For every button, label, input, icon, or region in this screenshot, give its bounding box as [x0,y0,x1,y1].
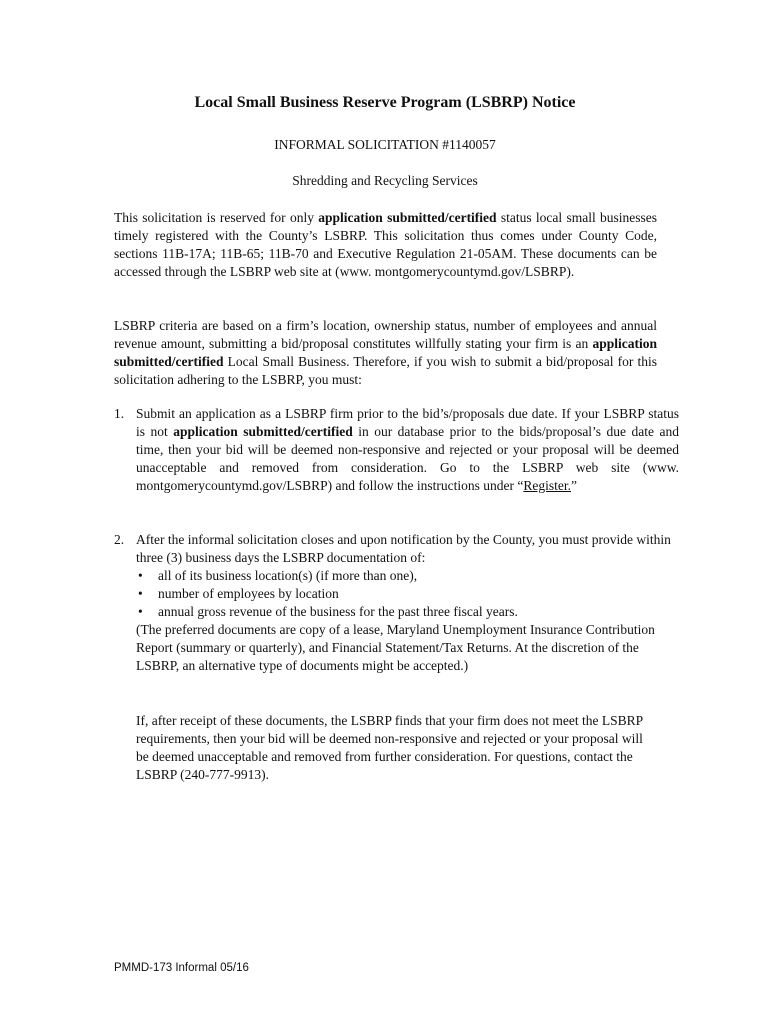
reserve-text-bold: application submitted/certified [318,210,497,225]
item1-text-a: Submit an application as a LSBRP firm prior to the bid’s/proposals due date. If your LSBRP status is not [136,406,679,439]
form-footer: PMMD-173 Informal 05/16 [114,962,249,974]
bullet-icon: • [138,604,143,619]
item1-text-c: in our database prior to the bids/proposal’s due date and time, then your bid will be deemed non-responsive and rejected or your proposal will be deemed unacceptable and removed from consideration. Go to the LSBRP web site (www. montgomerycountymd.gov/LSBRP) and follow the instructions under “ [136,424,679,493]
criteria-text-a: LSBRP criteria are based on a firm’s location, ownership status, number of employees and annual revenue amount, submitting a bid/proposal constitutes willfully stating your firm is an [114,318,657,351]
requirement-item-1 [114,405,679,495]
criteria-paragraph [114,317,657,389]
item-number: 2. [114,532,125,547]
bullet-icon: • [138,586,143,601]
reserve-text-a: This solicitation is reserved for only [114,210,319,225]
criteria-text-bold: application submitted/certified [114,336,657,369]
bullet-text: annual gross revenue of the business for the past three fiscal years. [158,604,518,619]
item1-text-bold: application submitted/certified [173,424,353,439]
criteria-text-c: Local Small Business. Therefore, if you wish to submit a bid/proposal for this solicitation adhering to the LSBRP, you must: [114,354,657,387]
list-item [136,585,679,603]
reserve-text-c: status local small businesses timely registered with the County’s LSBRP. This solicitation thus comes under County Code, sections 11B-17A; 11B-65; 11B-70 and Executive Regulation 21-05AM. These documents can be accessed through the LSBRP web site at (www. montgomerycountymd.gov/LSBRP). [114,210,657,279]
item1-text-d: ” [570,478,577,493]
solicitation-number: INFORMAL SOLICITATION #1140057 [274,137,496,152]
list-item [136,603,679,621]
bullet-text: number of employees by location [158,586,339,601]
documents-note: (The preferred documents are copy of a lease, Maryland Unemployment Insurance Contribution Report (summary or quarterly), and Financial Statement/Tax Returns. At the discretion of the LSBRP, an alternative type of documents might be accepted.) [136,622,655,673]
documentation-list [136,567,679,621]
bullet-text: all of its business location(s) (if more than one), [158,568,418,583]
reserve-paragraph [114,209,657,281]
closing-paragraph: If, after receipt of these documents, the LSBRP finds that your firm does not meet the LSBRP requirements, then your bid will be deemed non-responsive and rejected or your proposal will be deemed unacceptable and removed from further consideration. For questions, contact the LSBRP (240-777-9913). [136,713,643,782]
item-number: 1. [114,406,125,421]
bullet-icon: • [138,568,143,583]
register-link[interactable]: Register. [523,478,571,493]
list-item [136,567,679,585]
page-title: Local Small Business Reserve Program (LSBRP) Notice [194,94,576,111]
service-name: Shredding and Recycling Services [292,173,478,188]
requirement-item-2 [114,531,679,675]
item2-intro: After the informal solicitation closes and upon notification by the County, you must provide within three (3) business days the LSBRP documentation of: [136,532,671,565]
